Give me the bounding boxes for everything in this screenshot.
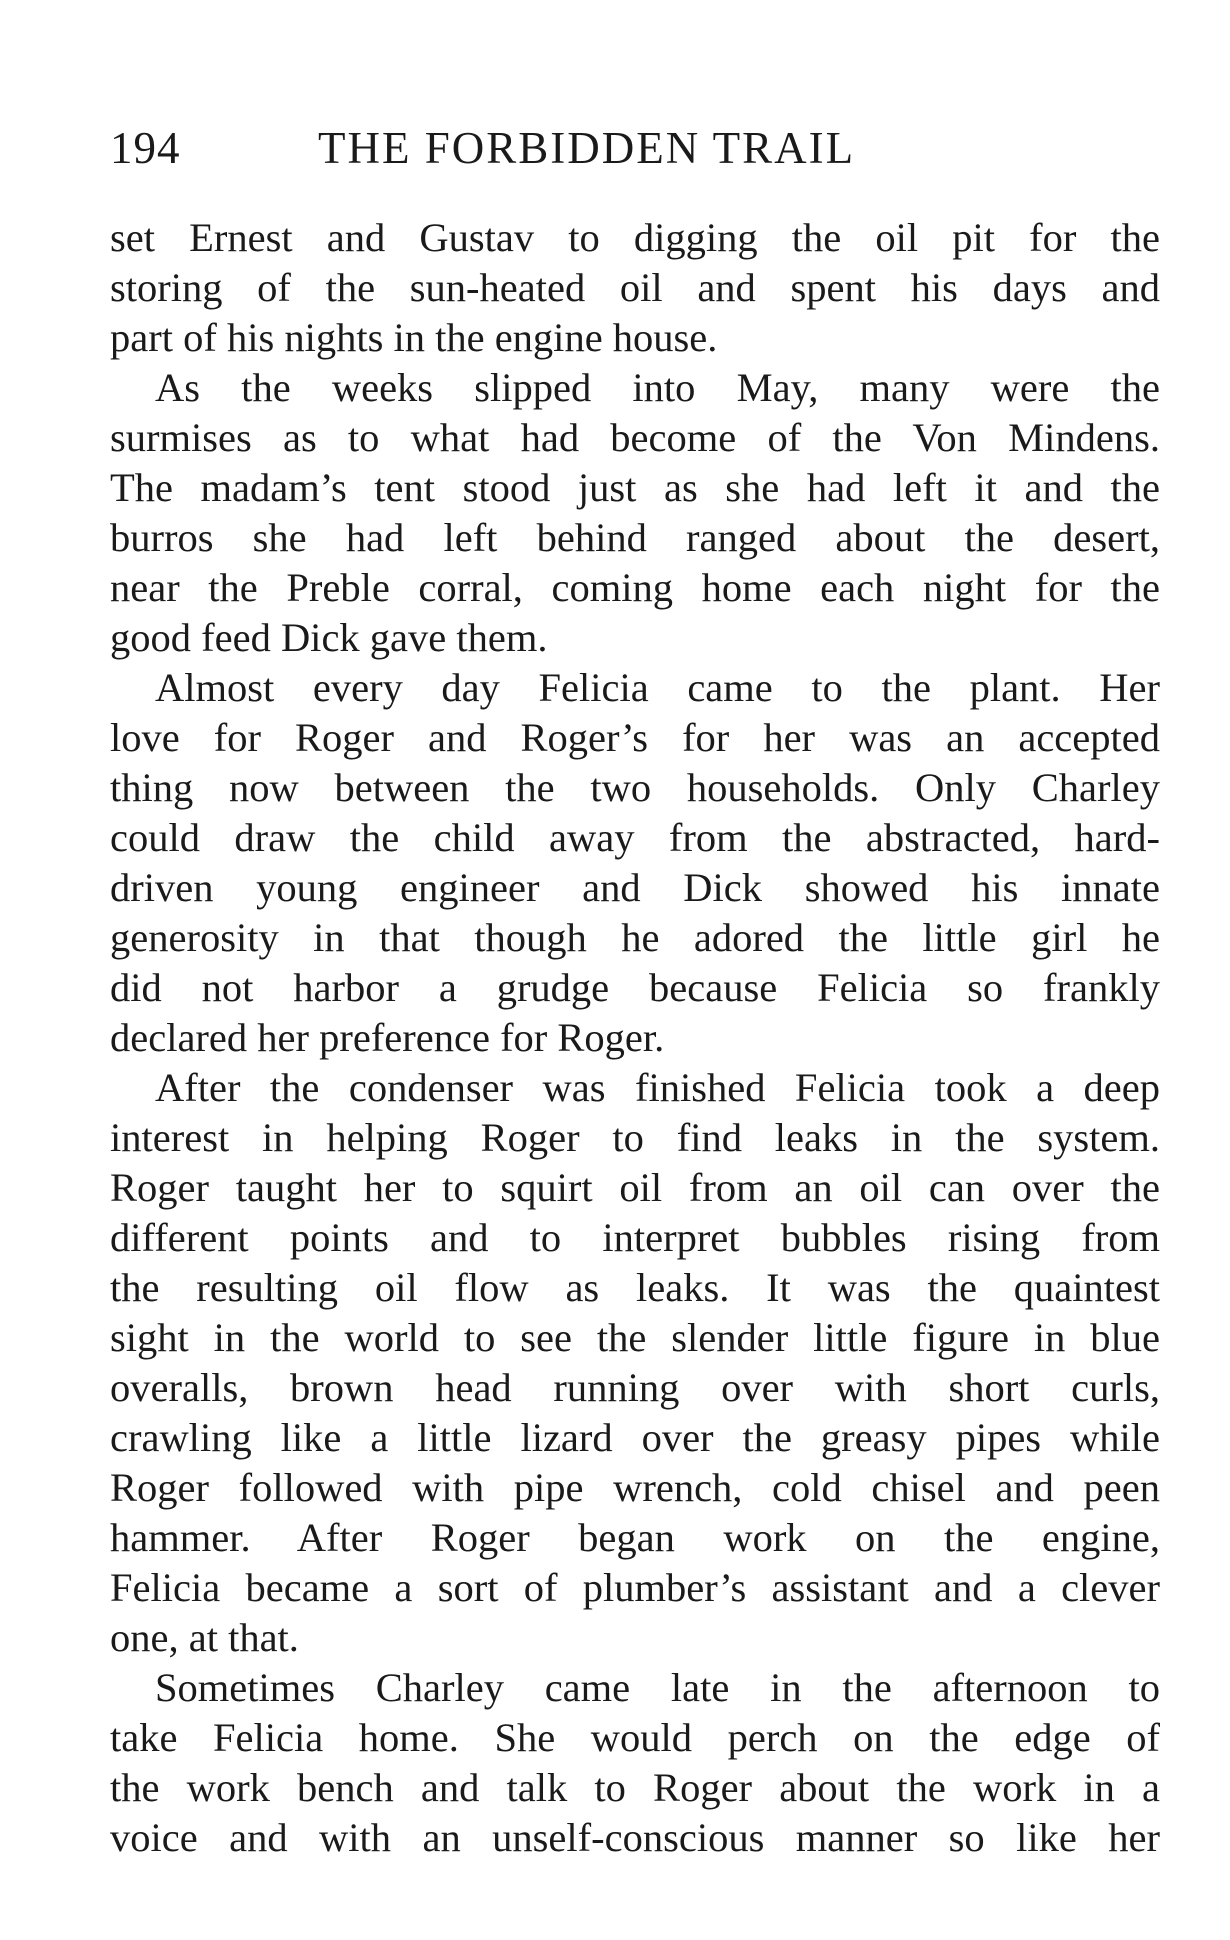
text-line: After the condenser was finished Felicia took a deep (155, 1065, 1160, 1110)
text-line: Roger taught her to squirt oil from an oil can over the (110, 1165, 1160, 1210)
text-line: thing now between the two households. Only Charley (110, 765, 1160, 810)
text-line: Almost every day Felicia came to the plant. Her (155, 665, 1160, 710)
text-line: surmises as to what had become of the Von Mindens. (110, 415, 1160, 460)
text-line: Felicia became a sort of plumber’s assistant and a clever (110, 1565, 1160, 1610)
text-line: hammer. After Roger began work on the engine, (110, 1515, 1160, 1560)
text-line: good feed Dick gave them. (110, 615, 548, 660)
paragraph (110, 1063, 1160, 1663)
text-line: Roger followed with pipe wrench, cold chisel and peen (110, 1465, 1160, 1510)
text-line: set Ernest and Gustav to digging the oil pit for the (110, 215, 1160, 260)
text-line: driven young engineer and Dick showed his innate (110, 865, 1160, 910)
text-line: the work bench and talk to Roger about the work in a (110, 1765, 1160, 1810)
text-line: overalls, brown head running over with short curls, (110, 1365, 1160, 1410)
text-line: did not harbor a grudge because Felicia so frankly (110, 965, 1160, 1010)
text-line: generosity in that though he adored the little girl he (110, 915, 1160, 960)
text-line: voice and with an unself-conscious manner so like her (110, 1815, 1160, 1860)
paragraph (110, 213, 1160, 363)
running-head (110, 118, 1170, 178)
text-line: Sometimes Charley came late in the afternoon to (155, 1665, 1160, 1710)
text-line: the resulting oil flow as leaks. It was the quaintest (110, 1265, 1160, 1310)
text-line: As the weeks slipped into May, many were the (155, 365, 1160, 410)
text-line: different points and to interpret bubbles rising from (110, 1215, 1160, 1260)
paragraph (110, 663, 1160, 1063)
text-line: crawling like a little lizard over the greasy pipes while (110, 1415, 1160, 1460)
paragraph (110, 1663, 1160, 1863)
text-line: one, at that. (110, 1615, 299, 1660)
running-title: THE FORBIDDEN TRAIL (318, 123, 856, 173)
paragraph (110, 363, 1160, 663)
text-line: The madam’s tent stood just as she had left it and the (110, 465, 1160, 510)
text-line: love for Roger and Roger’s for her was an accepted (110, 715, 1160, 760)
text-line: storing of the sun-heated oil and spent his days and (110, 265, 1160, 310)
text-line: take Felicia home. She would perch on the edge of (110, 1715, 1160, 1760)
page-number: 194 (110, 123, 181, 173)
body-text (110, 213, 1160, 1863)
text-line: burros she had left behind ranged about the desert, (110, 515, 1160, 560)
text-line: part of his nights in the engine house. (110, 315, 718, 360)
text-line: interest in helping Roger to find leaks in the system. (110, 1115, 1160, 1160)
text-line: declared her preference for Roger. (110, 1015, 665, 1060)
text-line: could draw the child away from the abstracted, hard- (110, 815, 1160, 860)
text-line: sight in the world to see the slender little figure in blue (110, 1315, 1160, 1360)
text-line: near the Preble corral, coming home each night for the (110, 565, 1160, 610)
